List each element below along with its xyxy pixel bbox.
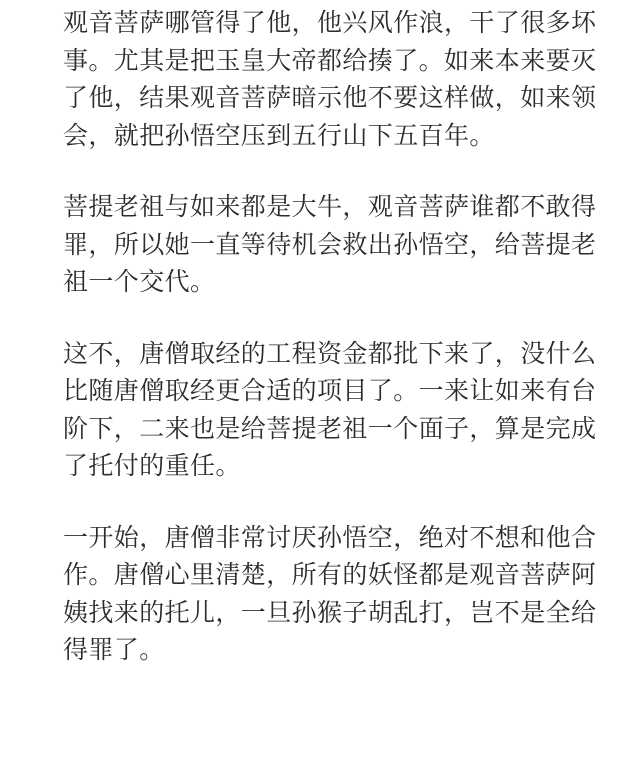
text-line: 菩提老祖与如来都是大牛，观音菩萨谁都不敢得 [63,192,597,221]
text-line: 祖一个交代。 [63,267,216,296]
text-line: 作。唐僧心里清楚，所有的妖怪都是观音菩萨阿 [63,560,597,589]
text-line: 了托付的重任。 [63,451,241,480]
paragraph-1 [63,4,596,154]
paragraph-3 [63,335,596,485]
text-line: 会，就把孙悟空压到五行山下五百年。 [63,120,495,150]
text-line: 罪，所以她一直等待机会救出孙悟空，给菩提老 [63,229,597,259]
text-line: 一开始，唐僧非常讨厌孙悟空，绝对不想和他合 [63,522,597,552]
text-line: 姨找来的托儿，一旦孙猴子胡乱打，岂不是全给 [63,597,597,627]
text-line: 了他，结果观音菩萨暗示他不要这样做，如来领 [63,83,597,112]
text-line: 比随唐僧取经更合适的项目了。一来让如来有台 [63,376,597,405]
paragraph-4 [63,519,596,669]
text-line: 事。尤其是把玉皇大帝都给揍了。如来本来要灭 [63,45,597,75]
text-line: 得罪了。 [63,635,165,664]
text-line: 这不，唐僧取经的工程资金都批下来了，没什么 [63,338,597,368]
text-line: 阶下，二来也是给菩提老祖一个面子，算是完成 [63,413,597,443]
text-line: 观音菩萨哪管得了他，他兴风作浪，干了很多坏 [63,8,597,37]
paragraph-2 [63,188,596,301]
